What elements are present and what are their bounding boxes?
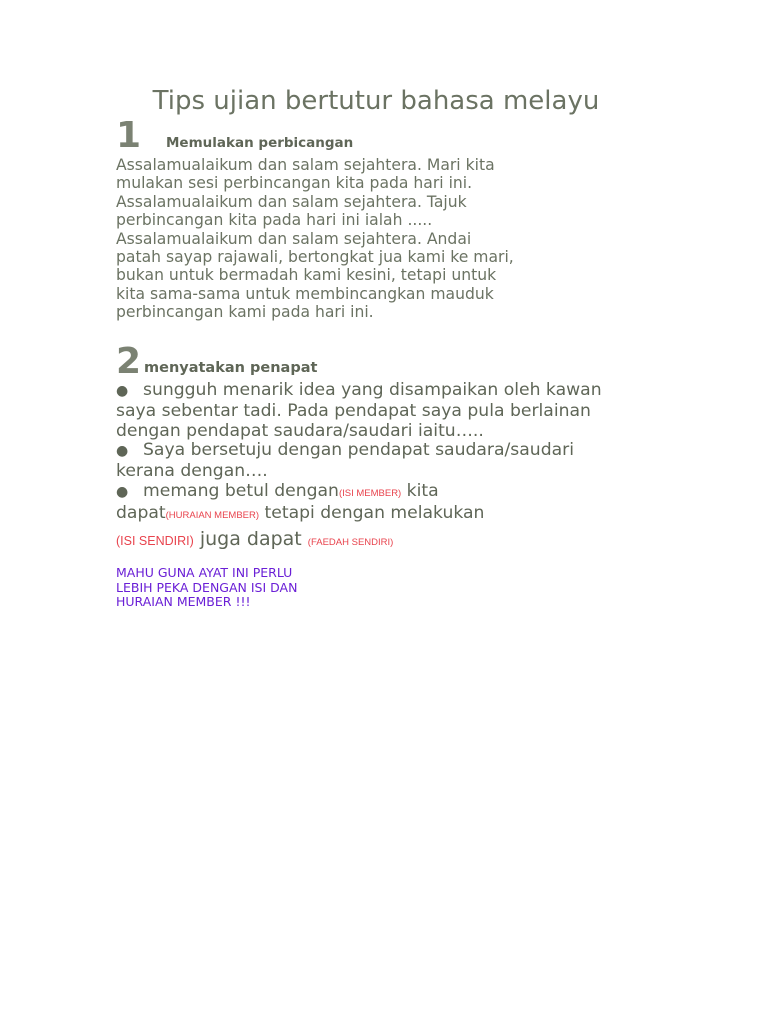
section-1-heading: Memulakan perbicangan [166,135,354,151]
section-1-line: kita sama-sama untuk membincangkan mauduk [116,284,494,303]
bullet-3-text: kita [401,480,439,501]
section-2-heading: menyatakan penapat [144,360,318,376]
section-1-body [116,156,576,322]
reminder-note [116,566,297,610]
section-1-line: bukan untuk bermadah kami kesini, tetapi untuk [116,266,497,285]
section-1-line: patah sayap rajawali, bertongkat jua kami ke mari, [116,248,514,267]
section-1-line: Assalamualaikum dan salam sejahtera. Tajuk [116,192,467,211]
bullet-3-line [116,504,656,526]
isi-member-tag: (ISI MEMBER) [338,487,402,499]
bullet-2-text: Saya bersetuju dengan pendapat saudara/saudari [143,440,574,461]
bullet-1-line: dengan pendapat saudara/saudari iaitu….. [116,420,484,441]
bullet-1-line [116,381,656,402]
bullet-3-text: dapat [116,502,166,523]
bullet-icon: ● [116,483,129,500]
section-1-line: perbincangan kami pada hari ini. [116,303,374,322]
note-line: LEBIH PEKA DENGAN ISI DAN [116,579,298,595]
bullet-3-line [116,527,656,553]
isi-sendiri-tag: (ISI SENDIRI) [116,533,194,548]
section-1-line: mulakan sesi perbincangan kita pada hari ini. [116,174,473,193]
bullet-icon: ● [116,443,129,460]
bullet-3-text: memang betul dengan [143,480,339,501]
bullet-1-text: sungguh menarik idea yang disampaikan oleh kawan [143,380,602,400]
section-1-line: perbincangan kita pada hari ini ialah ..... [116,211,433,230]
section-2-number: 2 [116,341,142,382]
note-line: HURAIAN MEMBER !!! [116,594,251,610]
bullet-icon: ● [116,383,129,399]
bullet-1-line: saya sebentar tadi. Pada pendapat saya pula berlainan [116,400,591,421]
faedah-sendiri-tag: (FAEDAH SENDIRI) [307,536,394,548]
note-line: MAHU GUNA AYAT INI PERLU [116,565,293,580]
bullet-3-text: tetapi dengan melakukan [259,502,485,523]
bullet-3-line [116,482,656,504]
section-2-body [116,381,656,552]
page-title: Tips ujian bertutur bahasa melayu [152,86,600,116]
bullet-2-line: kerana dengan…. [116,461,268,482]
section-1-line: Assalamualaikum dan salam sejahtera. Andai [116,229,472,248]
huraian-member-tag: (HURAIAN MEMBER) [165,509,260,521]
section-1-number: 1 [116,115,142,156]
bullet-3-text: juga dapat [193,527,308,550]
section-1-line: Assalamualaikum dan salam sejahtera. Mari kita [116,156,495,174]
bullet-2-line [116,441,656,462]
